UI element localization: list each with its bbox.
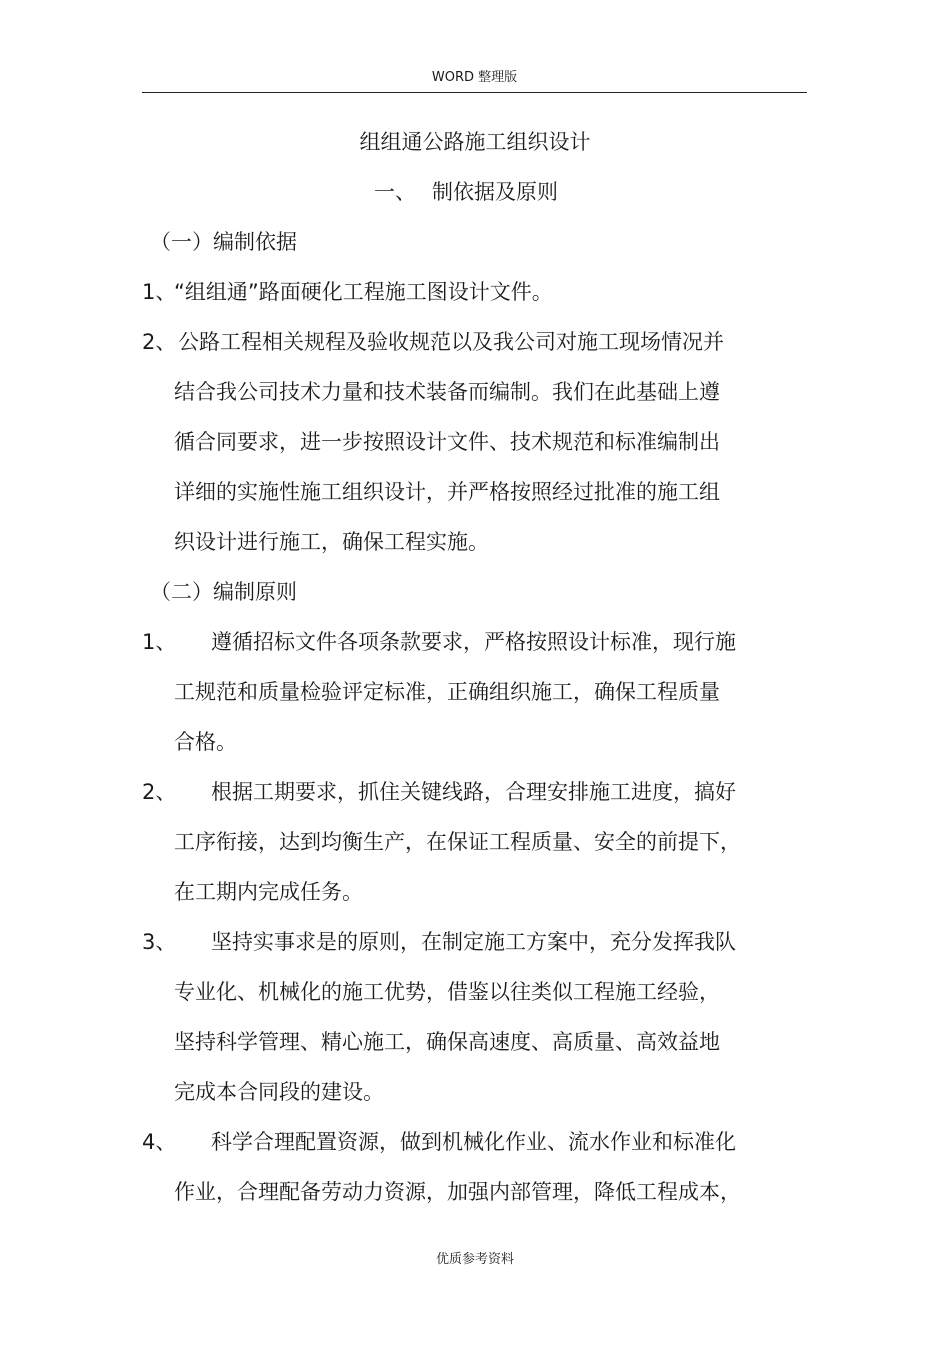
paragraph-line: “组组通”路面硬化工程施工图设计文件。 [174,280,553,304]
paragraph-line: 根据工期要求，抓住关键线路，合理安排施工进度，搞好 [211,780,736,804]
item-number: 3、 [142,930,177,954]
paragraph-line: 专业化、机械化的施工优势，借鉴以往类似工程施工经验， [174,980,720,1004]
item-number: 2、 [142,780,177,804]
subsection-heading-principles: （二）编制原则 [150,580,297,604]
paragraph-line: 循合同要求，进一步按照设计文件、技术规范和标准编制出 [174,430,720,454]
page-footer: 优质参考资料 [435,1252,514,1267]
item-number: 1、 [142,630,177,654]
paragraph-line: 织设计进行施工，确保工程实施。 [174,530,489,554]
paragraph-line: 在工期内完成任务。 [174,880,363,904]
section-number: 一、 [374,180,416,204]
section-heading [374,177,558,207]
paragraph-line: 工规范和质量检验评定标准，正确组织施工，确保工程质量 [174,680,720,704]
section-title: 制依据及原则 [432,180,558,204]
paragraph-line: 遵循招标文件各项条款要求，严格按照设计标准，现行施 [211,630,736,654]
subsection-heading-basis: （一）编制依据 [150,230,297,254]
paragraph-line: 科学合理配置资源，做到机械化作业、流水作业和标准化 [211,1130,736,1154]
paragraph-line: 结合我公司技术力量和技术装备而编制。我们在此基础上遵 [174,380,720,404]
paragraph-line: 作业，合理配备劳动力资源，加强内部管理，降低工程成本， [174,1180,741,1204]
item-number: 4、 [142,1130,177,1154]
document-title: 组组通公路施工组织设计 [359,130,591,154]
paragraph-line: 坚持科学管理、精心施工，确保高速度、高质量、高效益地 [174,1030,720,1054]
paragraph-line: 合格。 [174,730,237,754]
paragraph-line: 工序衔接，达到均衡生产，在保证工程质量、安全的前提下， [174,830,741,854]
item-number: 2、 [142,330,177,354]
paragraph-line: 完成本合同段的建设。 [174,1080,384,1104]
paragraph-line: 详细的实施性施工组织设计，并严格按照经过批准的施工组 [174,480,720,504]
item-number: 1、 [142,280,177,304]
page-header: WORD 整理版 [142,66,807,93]
paragraph-line: 坚持实事求是的原则，在制定施工方案中，充分发挥我队 [211,930,736,954]
paragraph-line: 公路工程相关规程及验收规范以及我公司对施工现场情况并 [178,330,724,354]
